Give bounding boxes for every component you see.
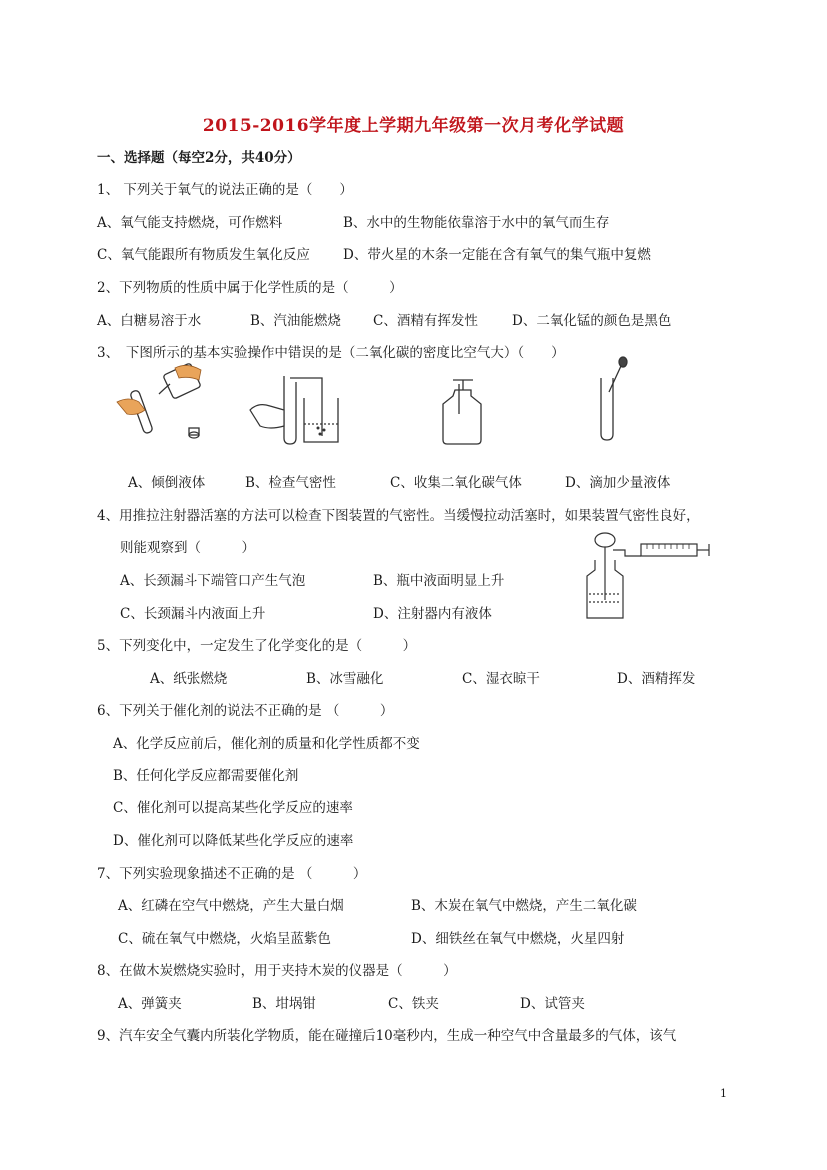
q5-stem: 5、下列变化中，一定发生了化学变化的是（ ） [97, 638, 417, 654]
q8-option-a: A、弹簧夹 [118, 996, 182, 1012]
q7-option-c: C、硫在氧气中燃烧，火焰呈蓝紫色 [118, 931, 331, 947]
q8-option-c: C、铁夹 [388, 996, 439, 1012]
q1-option-b: B、水中的生物能依靠溶于水中的氧气而生存 [343, 215, 610, 231]
q3-option-d: D、滴加少量液体 [565, 475, 671, 491]
q9-stem: 9、汽车安全气囊内所装化学物质，能在碰撞后10毫秒内，生成一种空气中含量最多的气体，该气 [97, 1028, 677, 1044]
q2-option-b: B、汽油能燃烧 [250, 313, 341, 329]
q1-option-c: C、氧气能跟所有物质发生氧化反应 [97, 247, 310, 263]
q2-option-c: C、酒精有挥发性 [373, 313, 478, 329]
airtightness-check-illustration [248, 370, 340, 448]
q6-option-c: C、催化剂可以提高某些化学反应的速率 [113, 800, 353, 816]
q5-option-a: A、纸张燃烧 [150, 671, 228, 687]
q1-option-a: A、氧气能支持燃烧，可作燃料 [97, 215, 283, 231]
q6-option-d: D、催化剂可以降低某些化学反应的速率 [113, 833, 354, 849]
q8-stem: 8、在做木炭燃烧实验时，用于夹持木炭的仪器是（ ） [97, 963, 457, 979]
q2-option-a: A、白糖易溶于水 [97, 313, 202, 329]
q8-option-b: B、坩埚钳 [252, 996, 316, 1012]
q4-option-d: D、注射器内有液体 [373, 606, 492, 622]
section-heading: 一、选择题（每空2分，共40分） [97, 150, 301, 166]
q1-option-d: D、带火星的木条一定能在含有氧气的集气瓶中复燃 [343, 247, 651, 263]
exam-title: 2015-2016学年度上学期九年级第一次月考化学试题 [202, 116, 625, 136]
q6-stem: 6、下列关于催化剂的说法不正确的是 （ ） [97, 703, 394, 719]
dropper-test-tube-illustration [593, 356, 633, 444]
q2-stem: 2、下列物质的性质中属于化学性质的是（ ） [97, 280, 403, 296]
q3-stem: 3、 下图所示的基本实验操作中错误的是（二氧化碳的密度比空气大）（ ） [97, 345, 565, 361]
q6-option-b: B、任何化学反应都需要催化剂 [113, 768, 299, 784]
q4-stem: 4、用推拉注射器活塞的方法可以检查下图装置的气密性。当缓慢拉动活塞时，如果装置气密性良好， [97, 508, 700, 524]
q4-option-a: A、长颈漏斗下端管口产生气泡 [120, 573, 306, 589]
q5-option-d: D、酒精挥发 [617, 671, 696, 687]
q7-option-a: A、红磷在空气中燃烧，产生大量白烟 [118, 898, 344, 914]
q7-stem: 7、下列实验现象描述不正确的是 （ ） [97, 866, 367, 882]
q3-option-b: B、检查气密性 [245, 475, 336, 491]
q5-option-b: B、冰雪融化 [306, 671, 384, 687]
q4-option-b: B、瓶中液面明显上升 [373, 573, 505, 589]
q4-option-c: C、长颈漏斗内液面上升 [120, 606, 266, 622]
q1-stem: 1、 下列关于氧气的说法正确的是（ ） [97, 182, 353, 198]
pouring-liquid-illustration [115, 362, 207, 444]
q3-option-c: C、收集二氧化碳气体 [390, 475, 522, 491]
q2-option-d: D、二氧化锰的颜色是黑色 [512, 313, 672, 329]
q3-option-a: A、倾倒液体 [128, 475, 206, 491]
q7-option-b: B、木炭在氧气中燃烧，产生二氧化碳 [411, 898, 637, 914]
q8-option-d: D、试管夹 [520, 996, 585, 1012]
gas-collecting-bottle-illustration [437, 374, 487, 446]
syringe-apparatus-illustration [583, 530, 715, 622]
q5-option-c: C、湿衣晾干 [462, 671, 540, 687]
q4-stem-continued: 则能观察到（ ） [120, 540, 255, 556]
page-number: 1 [720, 1087, 727, 1100]
q7-option-d: D、细铁丝在氧气中燃烧，火星四射 [411, 931, 625, 947]
q6-option-a: A、化学反应前后，催化剂的质量和化学性质都不变 [113, 736, 420, 752]
